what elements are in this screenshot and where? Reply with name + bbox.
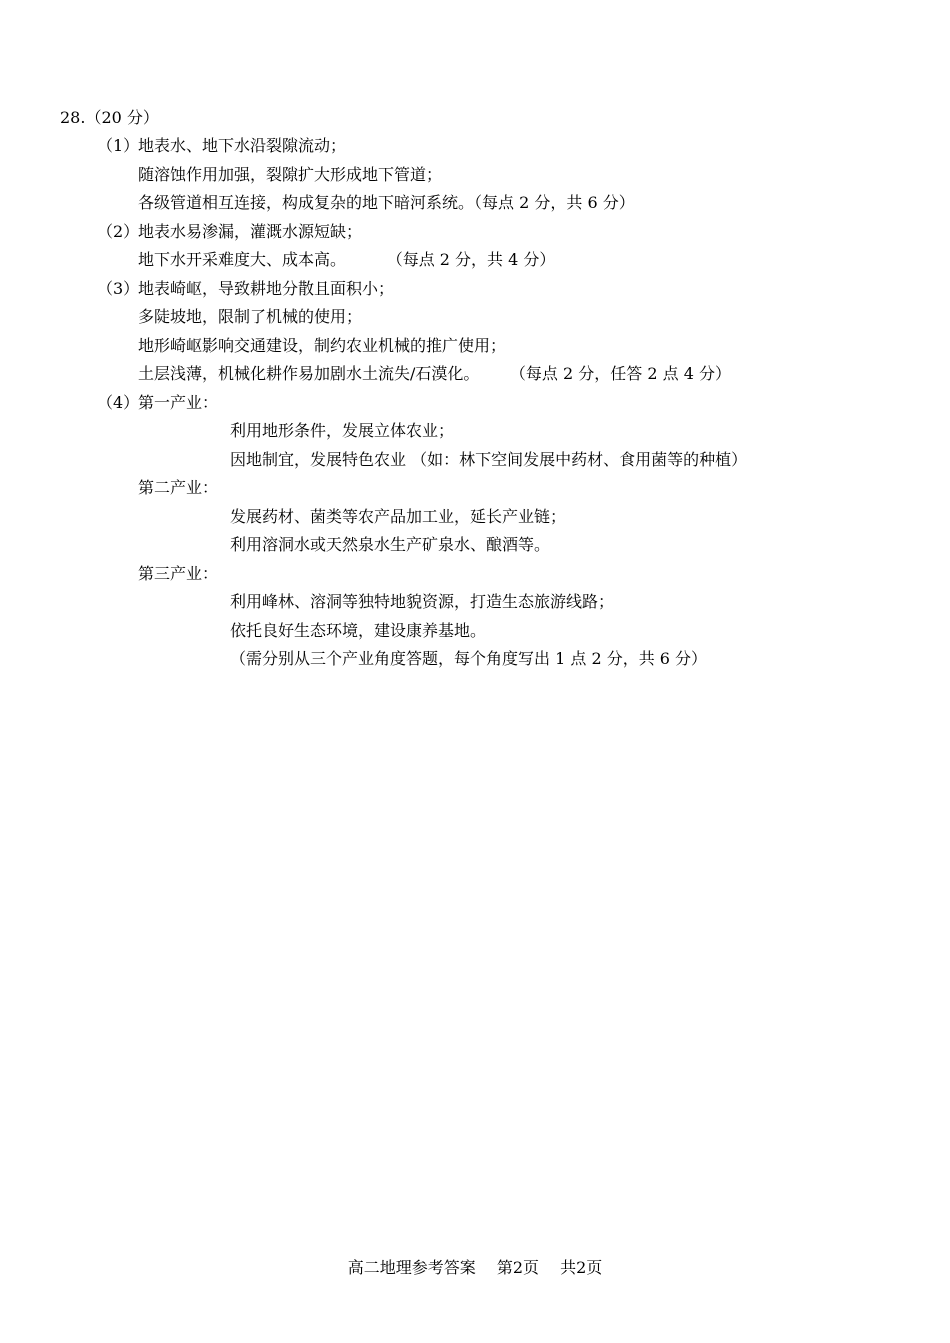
answer-line: 因地制宜，发展特色农业 （如：林下空间发展中药材、食用菌等的种植）: [230, 450, 748, 469]
answer-line: 地下水开采难度大、成本高。 （每点 2 分，共 4 分）: [138, 250, 556, 269]
footer-page: 第2页: [496, 1258, 539, 1277]
answer-line: 随溶蚀作用加强，裂隙扩大形成地下管道；: [138, 165, 443, 184]
footer-title: 高二地理参考答案: [347, 1258, 476, 1277]
answer-line: 多陡坡地，限制了机械的使用；: [138, 307, 363, 326]
answer-line: 各级管道相互连接，构成复杂的地下暗河系统。（每点 2 分，共 6 分）: [138, 193, 635, 212]
answer-line: 依托良好生态环境，建设康养基地。: [230, 621, 487, 640]
answer-line: 发展药材、菌类等农产品加工业，延长产业链；: [230, 507, 567, 526]
answer-line: 利用溶洞水或天然泉水生产矿泉水、酿酒等。: [230, 535, 551, 554]
answer-line: 地形崎岖影响交通建设，制约农业机械的推广使用；: [138, 336, 507, 355]
sector-title: 第三产业：: [138, 564, 219, 583]
part-label: （1）: [97, 136, 140, 155]
page-footer: [0, 1258, 950, 1278]
part-label: （2）: [97, 222, 140, 241]
scoring-note: （需分别从三个产业角度答题，每个角度写出 1 点 2 分，共 6 分）: [230, 649, 708, 668]
answer-line: 利用地形条件，发展立体农业；: [230, 421, 455, 440]
footer-total: 共2页: [560, 1258, 603, 1277]
answer-line: 土层浅薄，机械化耕作易加剧水土流失/石漠化。 （每点 2 分，任答 2 点 4 分）: [138, 364, 731, 383]
question-header: 28.（20 分）: [60, 108, 159, 127]
answer-line: 利用峰林、溶洞等独特地貌资源，打造生态旅游线路；: [230, 592, 615, 611]
answer-line: 地表水、地下水沿裂隙流动；: [138, 136, 347, 155]
sector-title: 第一产业：: [138, 393, 219, 412]
sector-title: 第二产业：: [138, 478, 219, 497]
part-label: （3）: [97, 279, 140, 298]
answer-line: 地表崎岖，导致耕地分散且面积小；: [138, 279, 395, 298]
answer-line: 地表水易渗漏，灌溉水源短缺；: [138, 222, 363, 241]
part-label: （4）: [97, 393, 140, 412]
